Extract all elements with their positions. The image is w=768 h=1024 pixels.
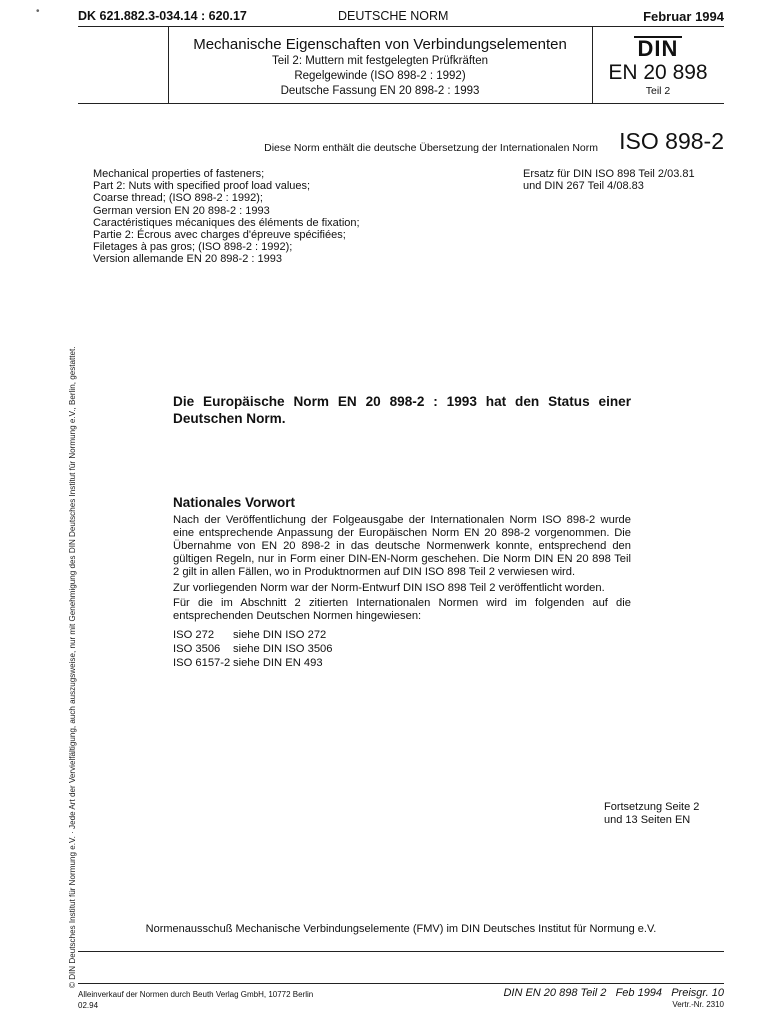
- replacement-line: Ersatz für DIN ISO 898 Teil 2/03.81: [523, 168, 695, 180]
- replacement-note: [523, 168, 695, 192]
- sales-number: Vertr.-Nr. 2310: [672, 1000, 724, 1009]
- reference-iso: ISO 6157-2: [173, 657, 231, 670]
- publication-date: Februar 1994: [643, 9, 724, 24]
- copyright-side-text: © DIN Deutsches Institut für Normung e.V. · Jede Art der Vervielfältigung, auch auszugsweise, nur mit Genehmigung des DIN Deutsches Institut für Normung e.V., Berlin, gestattet.: [68, 346, 77, 988]
- footer-left: [78, 989, 313, 1011]
- iso-note: Diese Norm enthält die deutsche Übersetzung der Internationalen Norm: [264, 142, 598, 154]
- reference-list: [173, 628, 333, 671]
- deutsche-norm-label: DEUTSCHE NORM: [338, 9, 449, 23]
- header-rule: [78, 26, 724, 27]
- din-block: [592, 34, 724, 97]
- reference-iso: ISO 272: [173, 629, 215, 641]
- translation-line: Version allemande EN 20 898-2 : 1993: [93, 253, 282, 266]
- translated-titles: [93, 168, 360, 266]
- din-logo: DIN: [634, 36, 683, 60]
- classification-code: DK 621.882.3-034.14 : 620.17: [78, 9, 247, 23]
- status-line-1: Die Europäische Norm EN 20 898-2 : 1993 hat den Status einer: [173, 394, 631, 409]
- translation-line: Partie 2: Écrous avec charges d'épreuve spécifiées;: [93, 229, 346, 242]
- title-line-1: Teil 2: Muttern mit festgelegten Prüfkräften: [271, 55, 489, 67]
- translation-line: Caractéristiques mécaniques des éléments de fixation;: [93, 216, 360, 229]
- status-statement: [173, 393, 631, 427]
- continuation-note: [604, 801, 699, 827]
- reference-din: siehe DIN ISO 3506: [233, 643, 333, 656]
- corner-dot: •: [36, 6, 40, 17]
- translation-line: German version EN 20 898-2 : 1993: [93, 204, 270, 217]
- reference-iso: ISO 3506: [173, 643, 221, 656]
- committee-rule: [78, 951, 724, 952]
- title-rule: [78, 103, 724, 104]
- foreword-body: [173, 514, 631, 626]
- iso-number: ISO 898-2: [619, 128, 724, 154]
- reference-din: siehe DIN ISO 272: [233, 629, 327, 641]
- foreword-paragraph-1: Nach der Veröffentlichung der Folgeausgabe der Internationalen Norm ISO 898-2 wurde eine entsprechende Anpassung der Europäischen Norm EN 20 898-2 vorgenommen. Die Übernahme von EN 20 898-2 in das deutsche Normenwerk konnte, entsprechend den gültigen Regeln, nur in Form einer DIN-EN-Norm geschehen. Die Norm DIN EN 20 898 Teil 2 gilt in allen Fällen, wo in Produktnormen auf DIN ISO 898 Teil 2 verwiesen wird.: [173, 514, 631, 578]
- footer-right: [503, 987, 724, 1009]
- title-block: [168, 36, 592, 99]
- replacement-line: und DIN 267 Teil 4/08.83: [523, 180, 644, 193]
- document-title: Mechanische Eigenschaften von Verbindungselementen: [193, 36, 567, 53]
- continuation-line: und 13 Seiten EN: [604, 814, 691, 826]
- status-line-2: Deutschen Norm.: [173, 411, 286, 426]
- foreword-paragraph-3: Für die im Abschnitt 2 zitierten Internationalen Normen wird im folgenden auf die entsprechenden Deutschen Normen hingewiesen:: [173, 597, 631, 623]
- reference-row: [173, 656, 333, 670]
- translation-line: Filetages à pas gros; (ISO 898-2 : 1992);: [93, 241, 293, 254]
- foreword-paragraph-2: Zur vorliegenden Norm war der Norm-Entwurf DIN ISO 898 Teil 2 veröffentlicht worden.: [173, 581, 605, 594]
- translation-line: Part 2: Nuts with specified proof load values;: [93, 180, 311, 193]
- din-part: Teil 2: [645, 85, 671, 97]
- footer-rule: [78, 983, 724, 984]
- reference-row: [173, 628, 333, 642]
- title-line-3: Deutsche Fassung EN 20 898-2 : 1993: [280, 85, 480, 97]
- translation-line: Mechanical properties of fasteners;: [93, 168, 265, 180]
- committee-line: Normenausschuß Mechanische Verbindungselemente (FMV) im DIN Deutsches Institut für Normung e.V.: [145, 923, 657, 935]
- print-code: 02.94: [78, 1001, 99, 1010]
- reference-row: [173, 642, 333, 656]
- title-line-2: Regelgewinde (ISO 898-2 : 1992): [294, 70, 466, 82]
- footer-document-ref: DIN EN 20 898 Teil 2 Feb 1994 Preisgr. 10: [503, 987, 724, 999]
- reference-din: siehe DIN EN 493: [233, 657, 323, 670]
- translation-line: Coarse thread; (ISO 898-2 : 1992);: [93, 192, 263, 205]
- foreword-heading: Nationales Vorwort: [173, 495, 296, 510]
- continuation-line: Fortsetzung Seite 2: [604, 801, 700, 813]
- distributor-line: Alleinverkauf der Normen durch Beuth Verlag GmbH, 10772 Berlin: [78, 990, 314, 999]
- din-number: EN 20 898: [608, 61, 708, 84]
